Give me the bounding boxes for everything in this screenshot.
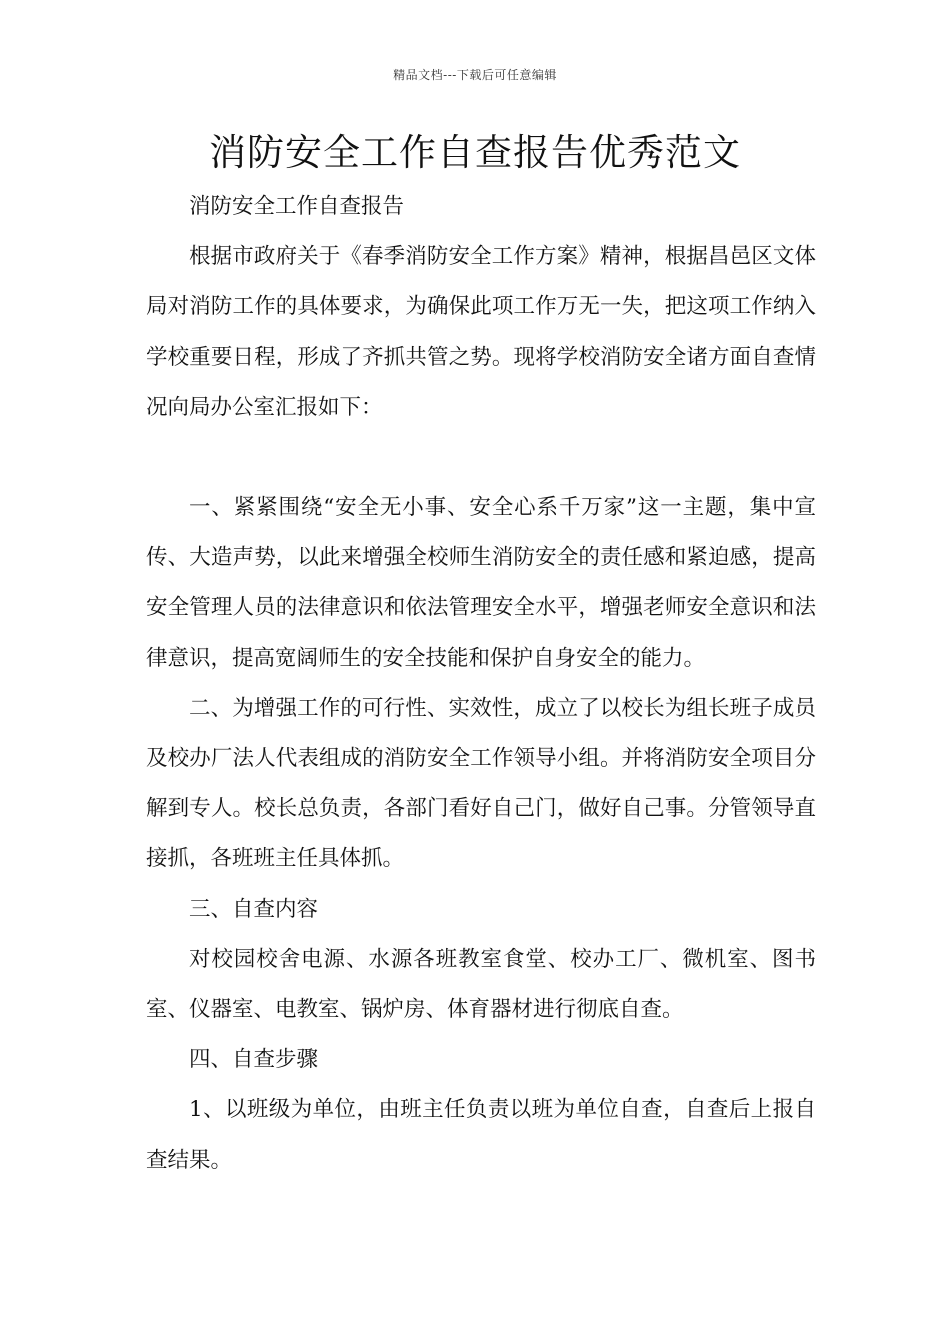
header-note: 精品文档---下载后可任意编辑 <box>393 68 557 82</box>
intro-paragraph: 根据市政府关于《春季消防安全工作方案》精神，根据昌邑区文体局对消防工作的具体要求，为确保此项工作万无一失，把这项工作纳入学校重要日程，形成了齐抓共管之势。现将学校消防安全诸方面自查情况向局办公室汇报如下： <box>146 244 816 420</box>
section-four-heading: 四、自查步骤 <box>189 1047 319 1073</box>
document-body <box>146 182 816 1186</box>
section-three-heading: 三、自查内容 <box>189 896 319 922</box>
report-subtitle: 消防安全工作自查报告 <box>189 194 405 219</box>
paragraph-spacer <box>146 433 816 483</box>
section-one-paragraph: 一、紧紧围绕“安全无小事、安全心系千万家”这一主题，集中宣传、大造声势，以此来增强全校师生消防安全的责任感和紧迫感，提高安全管理人员的法律意识和依法管理安全水平，增强老师安全意识和法律意识，提高宽阔师生的安全技能和保护自身安全的能力。 <box>146 495 816 671</box>
section-three-paragraph: 对校园校舍电源、水源各班教室食堂、校办工厂、微机室、图书室、仪器室、电教室、锅炉房、体育器材进行彻底自查。 <box>146 946 816 1023</box>
document-title: 消防安全工作自查报告优秀范文 <box>209 131 741 174</box>
section-two-paragraph: 二、为增强工作的可行性、实效性，成立了以校长为组长班子成员及校办厂法人代表组成的消防安全工作领导小组。并将消防安全项目分解到专人。校长总负责，各部门看好自己门，做好自己事。分管领导直接抓，各班班主任具体抓。 <box>146 695 816 872</box>
step-one-paragraph: 1、以班级为单位，由班主任负责以班为单位自查，自查后上报自查结果。 <box>146 1097 816 1173</box>
